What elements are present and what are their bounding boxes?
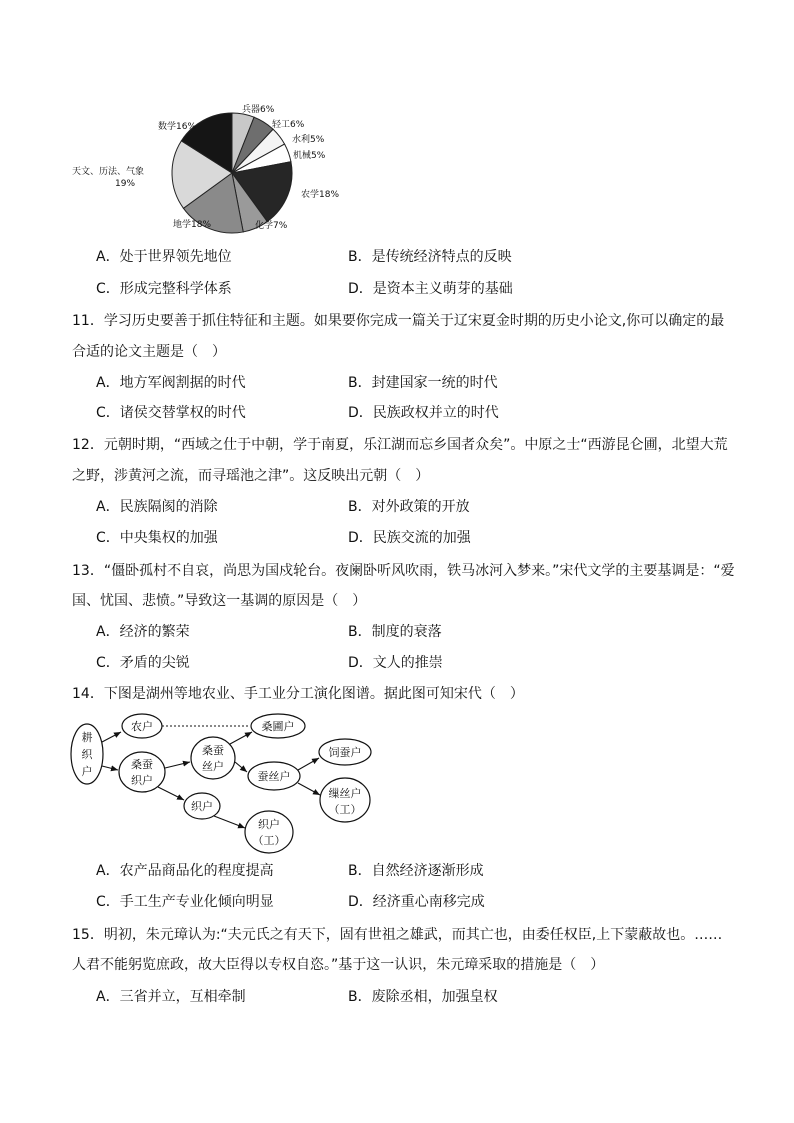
q10-option-b[interactable]: B．是传统经济特点的反映 bbox=[348, 249, 512, 265]
pie-label-tianwen-percent: 19% bbox=[115, 179, 136, 189]
q12-option-a[interactable]: A．民族隔阂的消除 bbox=[96, 499, 218, 515]
q13-option-c[interactable]: C．矛盾的尖锐 bbox=[96, 655, 190, 671]
label-saosihu-1: 缫丝户 bbox=[328, 787, 362, 800]
q10-option-a[interactable]: A．处于世界领先地位 bbox=[96, 249, 232, 265]
q15-option-b[interactable]: B．废除丞相，加强皇权 bbox=[348, 989, 498, 1005]
q13-option-d[interactable]: D．文人的推崇 bbox=[348, 655, 443, 671]
pie-label-8: 天文、历法、气象 bbox=[72, 167, 145, 177]
label-sicanhu: 饲蚕户 bbox=[328, 746, 362, 759]
pie-label-2: 轻工6% bbox=[272, 120, 305, 130]
q13-stem-line2: 国、忧国、悲愤。”导致这一基调的原因是（ ） bbox=[72, 593, 367, 609]
pie-label-3: 水利5% bbox=[292, 135, 325, 145]
q14-option-a[interactable]: A．农产品商品化的程度提高 bbox=[96, 863, 274, 879]
q11-stem-line2: 合适的论文主题是（ ） bbox=[72, 344, 226, 360]
q14-diagram bbox=[66, 710, 386, 858]
pie-label-7: 地学18% bbox=[173, 220, 212, 230]
label-sangcansi-1: 桑蚕 bbox=[202, 744, 224, 757]
q14-option-c[interactable]: C．手工生产专业化倾向明显 bbox=[96, 894, 274, 910]
q13-option-b[interactable]: B．制度的衰落 bbox=[348, 624, 442, 640]
label-sangcan-2: 织户 bbox=[131, 774, 153, 787]
label-nonghu: 农户 bbox=[131, 720, 153, 733]
q14-option-d[interactable]: D．经济重心南移完成 bbox=[348, 894, 485, 910]
q15-option-a[interactable]: A．三省并立，互相牵制 bbox=[96, 989, 246, 1005]
q11-option-a[interactable]: A．地方军阀割据的时代 bbox=[96, 375, 246, 391]
q11-option-c[interactable]: C．诸侯交替掌权的时代 bbox=[96, 405, 246, 421]
label-geng: 耕 bbox=[81, 731, 93, 744]
q13-option-a[interactable]: A．经济的繁荣 bbox=[96, 624, 190, 640]
q14-stem: 14．下图是湖州等地农业、手工业分工演化图谱。据此图可知宋代（ ） bbox=[72, 686, 524, 702]
label-cansihu: 蚕丝户 bbox=[257, 770, 291, 783]
q15-stem-line1: 15．明初，朱元璋认为:“夫元氏之有天下，固有世祖之雄武，而其亡也，由委任权臣,上下蒙蔽故也。…… bbox=[72, 927, 723, 943]
label-sangguanhu: 桑圃户 bbox=[261, 720, 295, 733]
pie-label-1: 兵器6% bbox=[242, 105, 275, 115]
label-hu: 户 bbox=[81, 765, 93, 778]
label-zhihu: 织户 bbox=[191, 800, 213, 813]
pie-chart bbox=[60, 100, 380, 235]
label-saosihu-2: （工） bbox=[328, 803, 362, 816]
q12-option-d[interactable]: D．民族交流的加强 bbox=[348, 530, 471, 546]
q11-stem-line1: 11．学习历史要善于抓住特征和主题。如果要你完成一篇关于辽宋夏金时期的历史小论文,你可以确定的最 bbox=[72, 313, 725, 329]
pie-label-9: 数学16% bbox=[158, 122, 197, 132]
q12-option-b[interactable]: B．对外政策的开放 bbox=[348, 499, 470, 515]
q12-stem-line2: 之野，涉黄河之流，而寻瑶池之津”。这反映出元朝（ ） bbox=[72, 468, 430, 484]
q15-stem-line2: 人君不能躬览庶政，故大臣得以专权自恣。”基于这一认识，朱元璋采取的措施是（ ） bbox=[72, 957, 605, 973]
pie-label-5: 农学18% bbox=[301, 190, 340, 200]
q11-option-b[interactable]: B．封建国家一统的时代 bbox=[348, 375, 498, 391]
label-zhi: 织 bbox=[81, 748, 93, 761]
label-sangcan-1: 桑蚕 bbox=[131, 758, 153, 771]
q14-option-b[interactable]: B．自然经济逐渐形成 bbox=[348, 863, 484, 879]
pie-label-4: 机械5% bbox=[293, 151, 326, 161]
q10-option-d[interactable]: D．是资本主义萌芽的基础 bbox=[348, 281, 513, 297]
label-zhihugong-1: 织户 bbox=[258, 818, 280, 831]
label-zhihugong-2: （工） bbox=[252, 834, 286, 847]
q13-stem-line1: 13．“僵卧孤村不自哀，尚思为国戍轮台。夜阑卧听风吹雨，铁马冰河入梦来。”宋代文学的主要基调是：“爱 bbox=[72, 563, 735, 579]
pie-label-6: 化学7% bbox=[255, 221, 288, 231]
q12-option-c[interactable]: C．中央集权的加强 bbox=[96, 530, 218, 546]
q11-option-d[interactable]: D．民族政权并立的时代 bbox=[348, 405, 499, 421]
q12-stem-line1: 12．元朝时期，“西域之仕于中朝，学于南夏，乐江湖而忘乡国者众矣”。中原之士“西游昆仑圃，北望大荒 bbox=[72, 437, 728, 453]
label-sangcansi-2: 丝户 bbox=[202, 760, 224, 773]
q10-option-c[interactable]: C．形成完整科学体系 bbox=[96, 281, 232, 297]
